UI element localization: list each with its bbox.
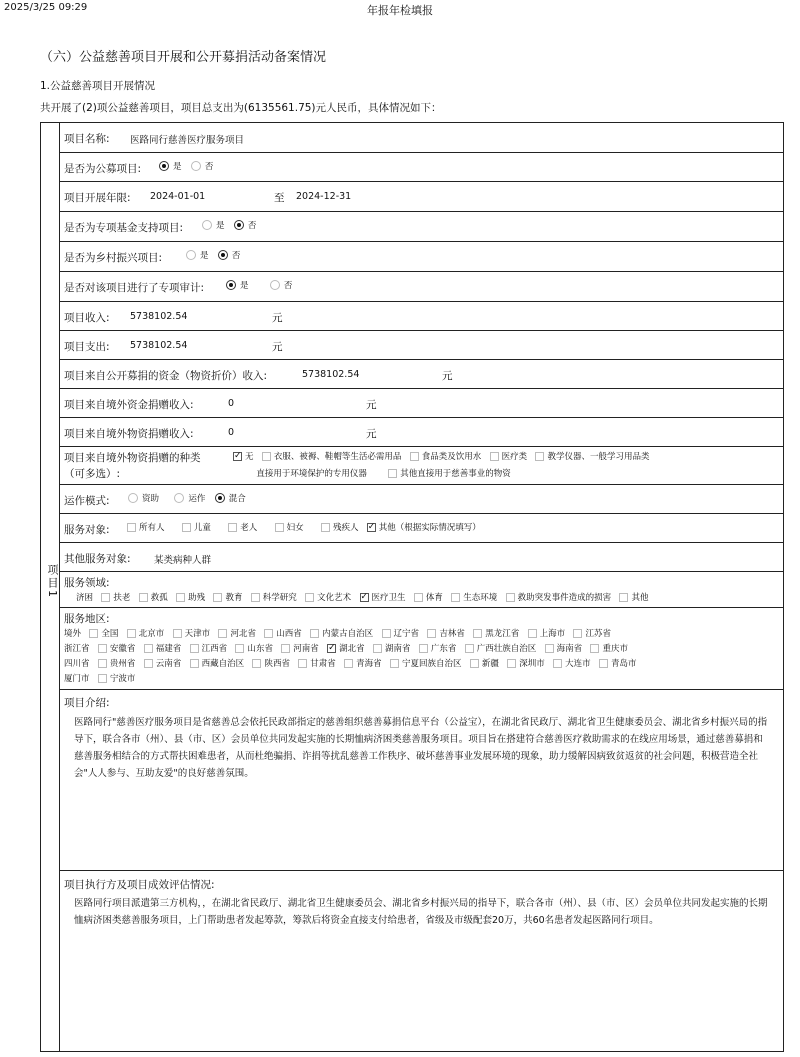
rural-label: 是否为乡村振兴项目:	[64, 252, 163, 264]
mode-option: 资助	[142, 494, 160, 504]
project-form	[40, 122, 784, 1052]
summary-text: 共开展了(2)项公益慈善项目，项目总支出为(6135561.75)元人民币，具体情况如下：	[40, 102, 442, 114]
target-checkbox[interactable]	[321, 523, 330, 532]
print-datetime: 2025/3/25 09:29	[4, 2, 88, 13]
income-unit: 元	[272, 312, 283, 324]
field-option: 生态环境	[463, 593, 498, 603]
region-option: 宁波市	[109, 674, 136, 684]
project-name-value: 医路同行慈善医疗服务项目	[130, 135, 245, 146]
foreign-fund-label: 项目来自境外资金捐赠收入:	[64, 399, 194, 411]
region-option: 境外	[64, 629, 82, 639]
project-vertical-label: 项目1	[41, 123, 60, 1051]
region-checkbox[interactable]	[590, 644, 599, 653]
region-option: 山东省	[247, 644, 273, 654]
target-option: 残疾人	[332, 523, 359, 533]
region-option: 内蒙古自治区	[322, 629, 374, 639]
period-end: 2024-12-31	[296, 191, 352, 202]
field-checkbox[interactable]	[414, 593, 423, 602]
mode-operate-radio[interactable]	[174, 493, 184, 503]
region-option: 福建省	[155, 644, 182, 654]
mode-fund-radio[interactable]	[128, 493, 138, 503]
mode-label: 运作模式:	[64, 495, 110, 507]
expense-value: 5738102.54	[130, 340, 188, 351]
region-checkbox[interactable]	[382, 629, 391, 638]
field-checkbox[interactable]	[506, 593, 515, 602]
region-checkbox[interactable]	[98, 659, 107, 668]
expense-label: 项目支出:	[64, 341, 110, 353]
public-no-label: 否	[204, 162, 214, 172]
region-option: 青岛市	[610, 659, 637, 669]
mode-option: 运作	[188, 494, 206, 504]
target-checkbox[interactable]	[275, 523, 284, 532]
mode-option: 混合	[228, 494, 246, 504]
row-eval	[60, 871, 783, 1051]
region-checkbox[interactable]	[252, 659, 261, 668]
region-option: 新疆	[481, 659, 499, 669]
row-expense	[60, 331, 783, 360]
goods-option: 医疗类	[501, 452, 528, 462]
audit-yes-label: 是	[240, 281, 249, 291]
public-project-label: 是否为公募项目:	[64, 163, 142, 175]
region-checkbox[interactable]	[173, 629, 182, 638]
region-checkbox[interactable]	[264, 629, 273, 638]
region-option: 大连市	[565, 659, 591, 669]
income-label: 项目收入:	[64, 312, 110, 324]
row-audit	[60, 272, 783, 302]
region-checkbox[interactable]	[235, 644, 244, 653]
income-value: 5738102.54	[130, 311, 188, 322]
region-checkbox[interactable]	[470, 659, 479, 668]
region-option: 湖北省	[339, 644, 365, 654]
region-option: 安徽省	[109, 644, 136, 654]
region-option: 深圳市	[519, 659, 545, 669]
goods-option: 其他直接用于慈善事业的物资	[400, 469, 511, 479]
public-yes-radio[interactable]	[159, 161, 169, 171]
period-to: 至	[274, 192, 285, 204]
project-name-label: 项目名称:	[64, 133, 110, 145]
special-fund-yes-radio[interactable]	[202, 220, 212, 230]
eval-label: 项目执行方及项目成效评估情况:	[64, 879, 215, 891]
region-option: 贵州省	[109, 659, 136, 669]
public-no-radio[interactable]	[191, 161, 201, 171]
region-checkbox[interactable]	[281, 644, 290, 653]
region-checkbox[interactable]	[473, 629, 482, 638]
regions-row-3	[64, 657, 636, 669]
period-label: 项目开展年限:	[64, 192, 131, 204]
audit-no-radio[interactable]	[270, 280, 280, 290]
target-checkbox[interactable]	[182, 523, 191, 532]
region-checkbox[interactable]	[507, 659, 516, 668]
period-start: 2024-01-01	[150, 191, 206, 202]
foreign-fund-unit: 元	[366, 399, 377, 411]
target-option: 儿童	[193, 523, 211, 533]
target-option: 妇女	[286, 523, 304, 533]
field-checkbox[interactable]	[251, 593, 260, 602]
region-option: 河北省	[230, 629, 256, 639]
region-checkbox[interactable]	[553, 659, 562, 668]
rural-no-radio[interactable]	[218, 250, 228, 260]
field-checkbox[interactable]	[451, 593, 460, 602]
region-option: 甘肃省	[310, 659, 336, 669]
field-option: 扶老	[113, 593, 131, 603]
field-checkbox[interactable]	[619, 593, 628, 602]
target-other-checkbox[interactable]	[367, 523, 376, 532]
goods-checkbox[interactable]	[490, 452, 499, 461]
region-checkbox[interactable]	[545, 644, 554, 653]
page-header	[4, 2, 796, 18]
target-option: 其他（根据实际情况填写）	[378, 523, 481, 533]
special-fund-yes-label: 是	[216, 221, 225, 231]
region-option: 陕西省	[264, 659, 290, 669]
row-income	[60, 302, 783, 331]
row-foreign-goods	[60, 418, 783, 447]
foreign-goods-value: 0	[228, 427, 235, 438]
audit-label: 是否对该项目进行了专项审计:	[64, 282, 205, 294]
expense-unit: 元	[272, 341, 283, 353]
region-checkbox[interactable]	[144, 659, 153, 668]
region-option: 江西省	[201, 644, 228, 654]
field-option: 救孤	[150, 593, 168, 603]
region-option: 厦门市	[64, 674, 90, 684]
region-checkbox[interactable]	[373, 644, 382, 653]
region-checkbox[interactable]	[190, 644, 199, 653]
goods-checkbox[interactable]	[410, 452, 419, 461]
section-title: （六）公益慈善项目开展和公开募捐活动备案情况	[40, 50, 327, 65]
region-option: 海南省	[556, 644, 583, 654]
region-option: 浙江省	[64, 644, 90, 654]
other-targets-value: 某类病种人群	[154, 555, 212, 566]
page-header-title: 年报年检填报	[367, 4, 433, 17]
row-intro	[60, 690, 783, 871]
target-checkbox[interactable]	[127, 523, 136, 532]
region-checkbox[interactable]	[298, 659, 307, 668]
special-fund-no-radio[interactable]	[234, 220, 244, 230]
row-other-targets	[60, 543, 783, 572]
field-option: 助残	[188, 593, 206, 603]
foreign-fund-value: 0	[228, 398, 235, 409]
subsection-title: 1.公益慈善项目开展情况	[40, 80, 156, 92]
region-option: 北京市	[138, 629, 165, 639]
row-public-project	[60, 153, 783, 182]
field-checkbox[interactable]	[101, 593, 110, 602]
region-option: 青海省	[356, 659, 382, 669]
field-option: 济困	[76, 593, 94, 603]
region-option: 重庆市	[602, 644, 628, 654]
region-option: 辽宁省	[393, 629, 420, 639]
region-checkbox[interactable]	[98, 674, 107, 683]
region-option: 河南省	[293, 644, 319, 654]
goods-types-label-2: （可多选）:	[64, 468, 121, 480]
target-checkbox[interactable]	[228, 523, 237, 532]
regions-label: 服务地区:	[64, 613, 110, 625]
row-special-fund	[60, 212, 783, 242]
eval-text: 医路同行项目派遣第三方机构，，在湖北省民政厅、湖北省卫生健康委员会、湖北省乡村振兴局的指导下，联合各市（州）、县（市、区）会员单位共同发起实施的长期恤病济困类慈善服务项目，上门帮助患者发起筹款，筹款后将资金直接支付给患者，省级及市级配套20万，共60名患者发起医路同行项目。	[74, 898, 768, 926]
region-option: 天津市	[184, 629, 211, 639]
field-option: 教育	[225, 593, 243, 603]
region-checkbox[interactable]	[465, 644, 474, 653]
region-option: 广东省	[430, 644, 457, 654]
goods-checkbox[interactable]	[262, 452, 271, 461]
region-checkbox[interactable]	[390, 659, 399, 668]
row-mode	[60, 485, 783, 514]
region-option: 广西壮族自治区	[476, 644, 537, 654]
region-checkbox[interactable]	[419, 644, 428, 653]
public-fund-label: 项目来自公开募捐的资金（物资折价）收入:	[64, 370, 268, 382]
goods-option: 无	[245, 452, 254, 462]
goods-types-label: 项目来自境外物资捐赠的种类	[64, 452, 201, 464]
region-option: 西藏自治区	[201, 659, 245, 669]
region-checkbox[interactable]	[427, 629, 436, 638]
rural-yes-label: 是	[200, 251, 209, 261]
region-checkbox[interactable]	[218, 629, 227, 638]
regions-row-2	[64, 642, 628, 654]
row-project-name	[60, 123, 783, 153]
region-hubei-checkbox[interactable]	[327, 644, 336, 653]
other-targets-label: 其他服务对象:	[64, 553, 131, 565]
field-option: 文化艺术	[317, 593, 352, 603]
region-option: 宁夏回族自治区	[402, 659, 462, 669]
target-option: 老人	[240, 523, 258, 533]
regions-row-1	[64, 627, 611, 639]
region-option: 上海市	[539, 629, 566, 639]
region-option: 山西省	[276, 629, 302, 639]
region-option: 江苏省	[585, 629, 611, 639]
audit-no-label: 否	[283, 281, 293, 291]
region-option: 吉林省	[439, 629, 465, 639]
rural-yes-radio[interactable]	[186, 250, 196, 260]
region-checkbox[interactable]	[127, 629, 136, 638]
region-option: 云南省	[155, 659, 182, 669]
region-checkbox[interactable]	[89, 629, 98, 638]
region-checkbox[interactable]	[528, 629, 537, 638]
row-fields	[60, 572, 783, 608]
public-yes-label: 是	[173, 162, 182, 172]
field-medical-checkbox[interactable]	[360, 593, 369, 602]
region-option: 四川省	[64, 659, 90, 669]
target-option: 所有人	[139, 523, 165, 533]
row-regions	[60, 608, 783, 690]
region-checkbox[interactable]	[599, 659, 608, 668]
regions-row-4	[64, 672, 135, 684]
goods-checkbox[interactable]	[388, 469, 397, 478]
public-fund-value: 5738102.54	[302, 369, 360, 380]
foreign-goods-unit: 元	[366, 428, 377, 440]
field-option: 救助突发事件造成的损害	[517, 593, 612, 603]
region-checkbox[interactable]	[344, 659, 353, 668]
field-option: 其他	[631, 593, 649, 603]
field-option: 科学研究	[262, 593, 297, 603]
goods-option: 直接用于环境保护的专用仪器	[256, 469, 367, 479]
field-checkbox[interactable]	[213, 593, 222, 602]
fields-label: 服务领域:	[64, 577, 110, 589]
row-public-fund	[60, 360, 783, 389]
intro-text: 医路同行"慈善医疗服务项目是省慈善总会依托民政部指定的慈善组织慈善募捐信息平台（公益宝），在湖北省民政厅、湖北省卫生健康委员会、湖北省乡村振兴局的指导下，联合各市（州）、县（市、区）会员单位共同发起实施的长期恤病济困类慈善服务项目。项目旨在搭建符合慈善医疗救助需求的在线应用场景，通过慈善募捐和慈善服务相结合的方式帮扶困难患者，从而杜绝骗捐、诈捐等扰乱慈善工作秩序、破坏慈善事业发展环境的现象，助力缓解因病致贫返贫的社会问题，积极营造全社会"人人参与、互助友爱"的良好慈善氛围。	[74, 717, 768, 779]
field-option: 体育	[425, 593, 443, 603]
row-targets	[60, 514, 783, 543]
rural-no-label: 否	[231, 251, 241, 261]
row-goods-types	[60, 447, 783, 485]
goods-option: 食品类及饮用水	[421, 452, 482, 462]
region-option: 黑龙江省	[485, 629, 520, 639]
goods-option: 教学仪器、一般学习用品类	[547, 452, 650, 462]
goods-option: 衣服、被褥、鞋帽等生活必需用品	[273, 452, 402, 462]
region-checkbox[interactable]	[573, 629, 582, 638]
region-checkbox[interactable]	[310, 629, 319, 638]
targets-label: 服务对象:	[64, 524, 110, 536]
region-option: 全国	[101, 629, 119, 639]
goods-checkbox[interactable]	[535, 452, 544, 461]
foreign-goods-label: 项目来自境外物资捐赠收入:	[64, 428, 194, 440]
field-option: 医疗卫生	[371, 593, 406, 603]
region-option: 湖南省	[385, 644, 411, 654]
field-checkbox[interactable]	[305, 593, 314, 602]
row-foreign-fund	[60, 389, 783, 418]
region-checkbox[interactable]	[98, 644, 107, 653]
audit-yes-radio[interactable]	[226, 280, 236, 290]
field-checkbox[interactable]	[176, 593, 185, 602]
special-fund-no-label: 否	[247, 221, 257, 231]
public-fund-unit: 元	[442, 370, 453, 382]
intro-label: 项目介绍:	[64, 697, 110, 709]
region-checkbox[interactable]	[144, 644, 153, 653]
region-checkbox[interactable]	[190, 659, 199, 668]
field-checkbox[interactable]	[139, 593, 148, 602]
mode-mixed-radio[interactable]	[215, 493, 225, 503]
goods-none-checkbox[interactable]	[233, 452, 242, 461]
special-fund-label: 是否为专项基金支持项目:	[64, 222, 184, 234]
row-rural	[60, 242, 783, 272]
row-period	[60, 182, 783, 212]
